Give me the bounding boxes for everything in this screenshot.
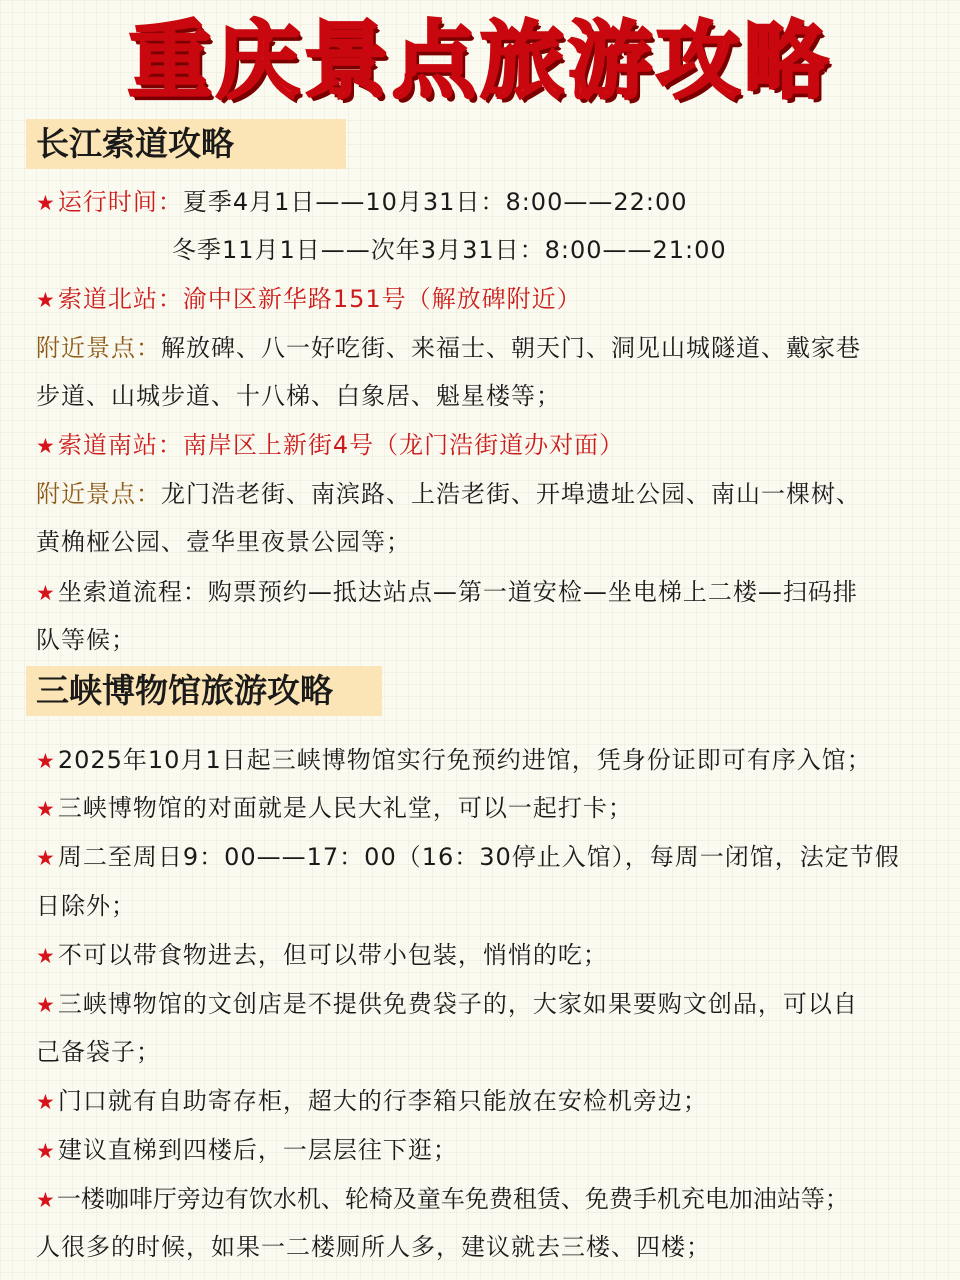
star-icon: ★ [36, 944, 56, 968]
museum-line-cont: 人很多的时候，如果一二楼厕所人多，建议就去三楼、四楼； [36, 1233, 711, 1261]
north-station: 索道北站：渝中区新华路151号（解放碑附近） [57, 285, 582, 313]
museum-line: ★一楼咖啡厅旁边有饮水机、轮椅及童车免费租赁、免费手机充电加油站等； [36, 1185, 849, 1213]
page-title: 重庆景点旅游攻略 [127, 12, 832, 110]
star-icon: ★ [36, 1090, 56, 1114]
hours-winter: 冬季11月1日——次年3月31日：8:00——21:00 [172, 236, 727, 264]
museum-line-cont: 日除外； [36, 892, 136, 920]
north-nearby-line [36, 330, 936, 366]
process-2: 队等候； [36, 626, 136, 654]
museum-line-cont: 己备袋子； [36, 1038, 161, 1066]
section-heading-museum: 三峡博物馆旅游攻略 [26, 666, 382, 716]
museum-line: ★门口就有自助寄存柜，超大的行李箱只能放在安检机旁边； [36, 1087, 708, 1115]
process-line [36, 574, 936, 611]
hours-summer: 夏季4月1日——10月31日：8:00——22:00 [182, 188, 688, 216]
south-station: 索道南站：南岸区上新街4号（龙门浩街道办对面） [57, 431, 625, 459]
star-icon: ★ [36, 749, 56, 773]
nearby-label: 附近景点： [36, 334, 161, 362]
south-station-line [36, 427, 936, 464]
star-icon: ★ [36, 846, 56, 870]
star-icon: ★ [36, 191, 56, 215]
south-nearby-line [36, 476, 936, 512]
museum-line: ★不可以带食物进去，但可以带小包装，悄悄的吃； [36, 941, 608, 969]
star-icon: ★ [36, 1188, 55, 1212]
star-icon: ★ [36, 1139, 56, 1163]
north-station-line [36, 281, 936, 318]
south-nearby-1: 龙门浩老街、南滨路、上浩老街、开埠遗址公园、南山一棵树、 [161, 480, 861, 508]
section-heading-cableway: 长江索道攻略 [26, 119, 346, 169]
star-icon: ★ [36, 581, 56, 605]
museum-line: ★建议直梯到四楼后，一层层往下逛； [36, 1136, 458, 1164]
north-nearby-1: 解放碑、八一好吃街、来福士、朝天门、洞见山城隧道、戴家巷 [161, 334, 861, 362]
museum-line: ★三峡博物馆的文创店是不提供免费袋子的，大家如果要购文创品，可以自 [36, 990, 858, 1018]
star-icon: ★ [36, 288, 56, 312]
star-icon: ★ [36, 797, 56, 821]
hours-summer-line [36, 184, 936, 221]
museum-line: ★周二至周日9：00——17：00（16：30停止入馆），每周一闭馆，法定节假 [36, 843, 900, 871]
hours-label: 运行时间： [57, 188, 183, 216]
south-nearby-2: 黄桷桠公园、壹华里夜景公园等； [36, 528, 411, 556]
museum-line: ★2025年10月1日起三峡博物馆实行免预约进馆，凭身份证即可有序入馆； [36, 746, 872, 774]
process-1: 坐索道流程：购票预约—抵达站点—第一道安检—坐电梯上二楼—扫码排 [57, 578, 858, 606]
museum-line: ★三峡博物馆的对面就是人民大礼堂，可以一起打卡； [36, 794, 633, 822]
nearby-label: 附近景点： [36, 480, 161, 508]
north-nearby-2: 步道、山城步道、十八梯、白象居、魁星楼等； [36, 382, 561, 410]
star-icon: ★ [36, 434, 56, 458]
star-icon: ★ [36, 993, 56, 1017]
